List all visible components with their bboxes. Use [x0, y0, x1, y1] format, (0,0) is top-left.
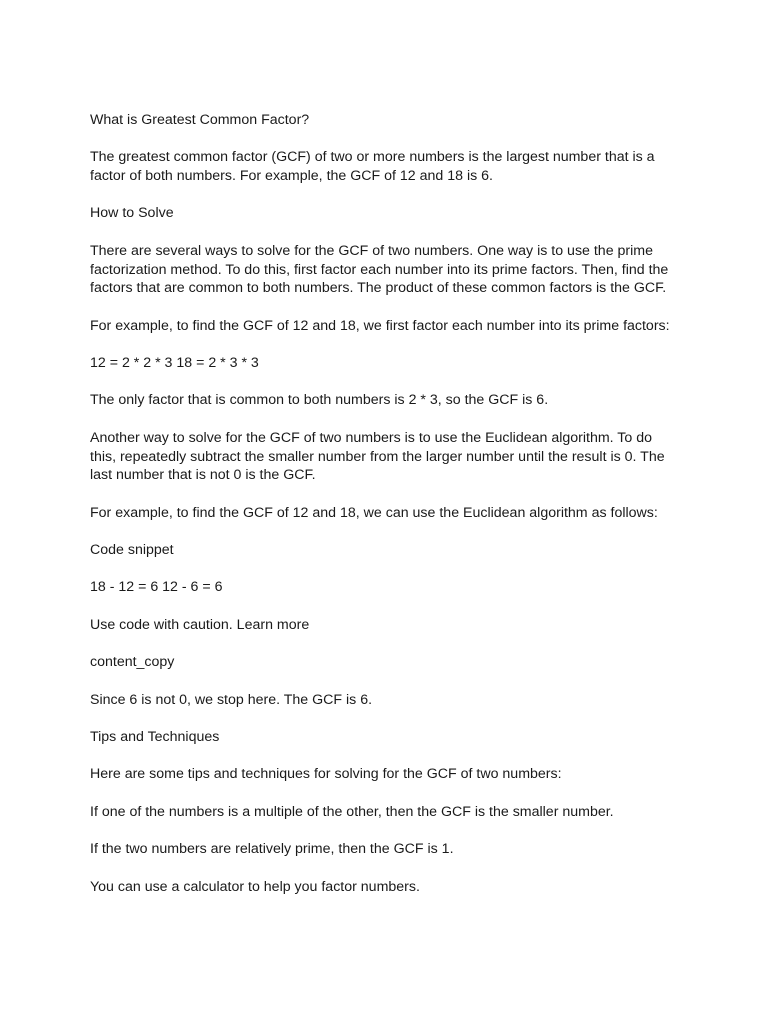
- paragraph-tip-relatively-prime: If the two numbers are relatively prime, then the GCF is 1.: [90, 841, 454, 858]
- heading-how-to-solve: How to Solve: [90, 205, 174, 222]
- heading-tips-and-techniques: Tips and Techniques: [90, 728, 220, 745]
- paragraph-factorization-result: 12 = 2 * 2 * 3 18 = 2 * 3 * 3: [90, 355, 259, 372]
- text-content-copy: content_copy: [90, 654, 175, 671]
- paragraph-prime-example: For example, to find the GCF of 12 and 18, we first factor each number into its prime factors:: [90, 317, 670, 334]
- heading-what-is-gcf: What is Greatest Common Factor?: [90, 112, 310, 128]
- paragraph-gcf-definition: The greatest common factor (GCF) of two or more numbers is the largest number that is a factor of both numbers. For example, the GCF of 12 and 18 is 6.: [90, 149, 655, 185]
- paragraph-tip-calculator: You can use a calculator to help you factor numbers.: [90, 878, 420, 895]
- text-code-caution: Use code with caution. Learn more: [90, 616, 310, 633]
- paragraph-euclidean-example: For example, to find the GCF of 12 and 18, we can use the Euclidean algorithm as follows:: [90, 504, 658, 521]
- document-page: [90, 111, 680, 915]
- paragraph-code-steps: 18 - 12 = 6 12 - 6 = 6: [90, 579, 223, 596]
- paragraph-stop-here: Since 6 is not 0, we stop here. The GCF is 6.: [90, 691, 373, 708]
- paragraph-prime-factorization: There are several ways to solve for the GCF of two numbers. One way is to use the prime factorization method. To do this, first factor each number into its prime factors. Then, find the factors that are common to both numbers. The product of these common factors is the GCF.: [90, 242, 669, 297]
- paragraph-common-factor: The only factor that is common to both numbers is 2 * 3, so the GCF is 6.: [90, 392, 549, 409]
- paragraph-euclidean-algorithm: Another way to solve for the GCF of two numbers is to use the Euclidean algorithm. To do this, repeatedly subtract the smaller number from the larger number until the result is 0. The last number that is not 0 is the GCF.: [90, 429, 665, 484]
- label-code-snippet: Code snippet: [90, 542, 174, 559]
- paragraph-tip-multiple: If one of the numbers is a multiple of the other, then the GCF is the smaller number.: [90, 803, 614, 820]
- paragraph-tips-intro: Here are some tips and techniques for solving for the GCF of two numbers:: [90, 766, 562, 783]
